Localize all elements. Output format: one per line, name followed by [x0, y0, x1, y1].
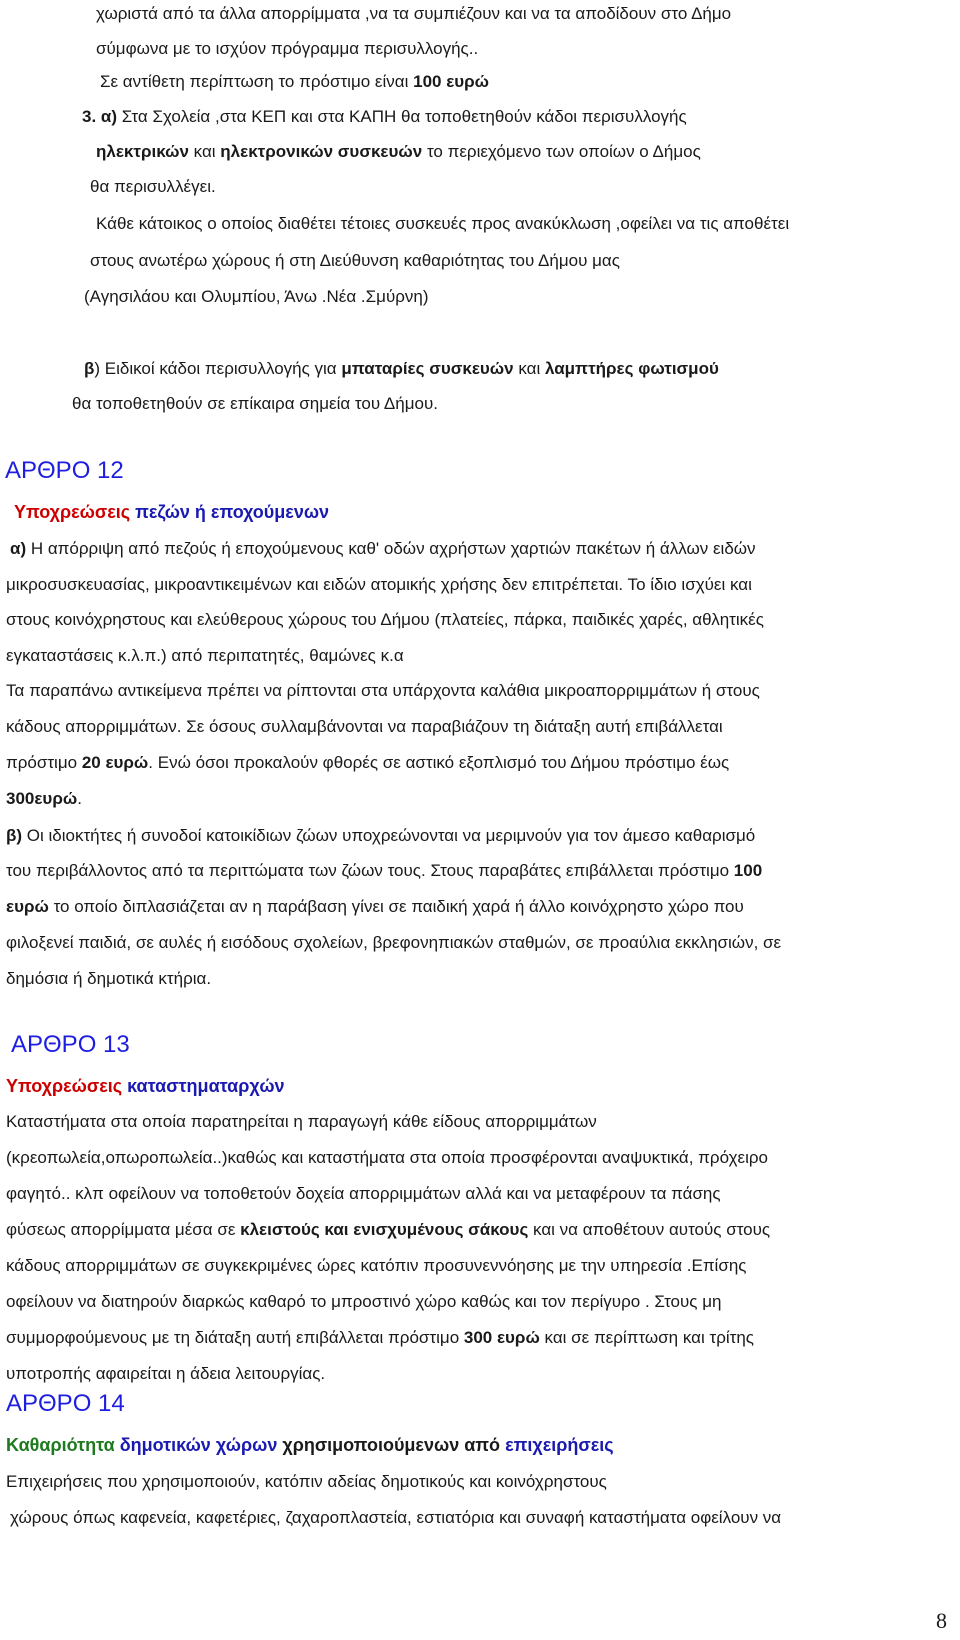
article-12-line-10: του περιβάλλοντος από τα περιττώματα των ζώων τους. Στους παραβάτες επιβάλλεται πρόστιμο 100 [6, 861, 763, 880]
page-number: 8 [936, 1608, 947, 1633]
intro-line-10: β) Ειδικοί κάδοι περισυλλογής για μπαταρίες συσκευών και λαμπτήρες φωτισμού [84, 359, 719, 378]
article-13-line-1: Καταστήματα στα οποία παρατηρείται η παραγωγή κάθε είδους απορριμμάτων [6, 1112, 597, 1131]
article-13-subtitle: Υποχρεώσεις καταστηματαρχών [6, 1076, 285, 1096]
article-13-line-6: οφείλουν να διατηρούν διαρκώς καθαρό το μπροστινό χώρο καθώς και τον περίγυρο . Στους μη [6, 1292, 722, 1311]
intro-line-11: θα τοποθετηθούν σε επίκαιρα σημεία του Δήμου. [72, 394, 439, 413]
intro-line-5: ηλεκτρικών και ηλεκτρονικών συσκευών το περιεχόμενο των οποίων ο Δήμος [96, 142, 701, 161]
article-14-line-1: Επιχειρήσεις που χρησιμοποιούν, κατόπιν αδείας δημοτικούς και κοινόχρηστους [6, 1472, 607, 1491]
article-12-subtitle: Υποχρεώσεις πεζών ή εποχούμενων [14, 502, 330, 522]
article-12-line-11: ευρώ το οποίο διπλασιάζεται αν η παράβαση γίνει σε παιδική χαρά ή άλλο κοινόχρηστο χώρο που [6, 897, 744, 916]
article-13-title: ΑΡΘΡΟ 13 [11, 1031, 130, 1058]
article-12-line-1: α) Η απόρριψη από πεζούς ή εποχούμενους καθ' οδών αχρήστων χαρτιών πακέτων ή άλλων ειδών [10, 539, 756, 558]
article-14-line-2: χώρους όπως καφενεία, καφετέριες, ζαχαροπλαστεία, εστιατόρια και συναφή καταστήματα οφείλουν να [10, 1508, 782, 1527]
article-12-line-13: δημόσια ή δημοτικά κτήρια. [6, 969, 212, 988]
intro-line-4: 3. α) Στα Σχολεία ,στα ΚΕΠ και στα ΚΑΠΗ θα τοποθετηθούν κάδοι περισυλλογής [82, 107, 687, 126]
article-13-line-7: συμμορφούμενους με τη διάταξη αυτή επιβάλλεται πρόστιμο 300 ευρώ και σε περίπτωση και τρίτης [6, 1328, 754, 1347]
article-12-title: ΑΡΘΡΟ 12 [5, 457, 124, 484]
article-14-subtitle: Καθαριότητα δημοτικών χώρων χρησιμοποιούμενων από επιχειρήσεις [6, 1435, 614, 1455]
article-12-line-4: εγκαταστάσεις κ.λ.π.) από περιπατητές, θαμώνες κ.α [6, 646, 404, 665]
article-12-line-6: κάδους απορριμμάτων. Σε όσους συλλαμβάνονται να παραβιάζουν τη διάταξη αυτή επιβάλλεται [6, 717, 723, 736]
article-13-line-3: φαγητό.. κλπ οφείλουν να τοποθετούν δοχεία απορριμμάτων αλλά και να μεταφέρουν τα πάσης [6, 1184, 721, 1203]
article-12-line-8: 300ευρώ. [6, 789, 82, 808]
article-12-line-12: φιλοξενεί παιδιά, σε αυλές ή εισόδους σχολείων, βρεφονηπιακών σταθμών, σε προαύλια εκκλησιών, σε [6, 933, 782, 952]
article-12-line-5: Τα παραπάνω αντικείμενα πρέπει να ρίπτονται στα υπάρχοντα καλάθια μικροαπορριμμάτων ή στους [6, 681, 760, 700]
article-13-line-8: υποτροπής αφαιρείται η άδεια λειτουργίας. [6, 1364, 326, 1383]
intro-line-7: Κάθε κάτοικος ο οποίος διαθέτει τέτοιες συσκευές προς ανακύκλωση ,οφείλει να τις αποθέτει [96, 214, 790, 233]
intro-line-6: θα περισυλλέγει. [90, 177, 216, 196]
article-13-line-4: φύσεως απορρίμματα μέσα σε κλειστούς και ενισχυμένους σάκους και να αποθέτουν αυτούς στους [6, 1220, 771, 1239]
article-12-line-3: στους κοινόχρηστους και ελεύθερους χώρους του Δήμου (πλατείες, πάρκα, παιδικές χαρές, αθλητικές [6, 610, 764, 629]
article-13-line-2: (κρεοπωλεία,οπωροπωλεία..)καθώς και καταστήματα στα οποία προσφέρονται αναψυκτικά, πρόχειρο [6, 1148, 768, 1167]
intro-line-2: σύμφωνα με το ισχύον πρόγραμμα περισυλλογής.. [96, 39, 479, 58]
article-12-line-9: β) Οι ιδιοκτήτες ή συνοδοί κατοικίδιων ζώων υποχρεώνονται να μεριμνούν για τον άμεσο καθαρισμό [6, 826, 756, 845]
article-12-line-2: μικροσυσκευασίας, μικροαντικειμένων και ειδών ατομικής χρήσης δεν επιτρέπεται. Το ίδιο ισχύει και [6, 575, 752, 594]
article-14-title: ΑΡΘΡΟ 14 [6, 1390, 125, 1417]
intro-line-3: Σε αντίθετη περίπτωση το πρόστιμο είναι 100 ευρώ [100, 72, 490, 91]
article-13-line-5: κάδους απορριμμάτων σε συγκεκριμένες ώρες κατόπιν προσυνεννόησης με την υπηρεσία .Επίσης [6, 1256, 747, 1275]
intro-line-8: στους ανωτέρω χώρους ή στη Διεύθυνση καθαριότητας του Δήμου μας [90, 251, 620, 270]
intro-line-9: (Αγησιλάου και Ολυμπίου, Άνω .Νέα .Σμύρνη) [84, 287, 429, 306]
article-12-line-7: πρόστιμο 20 ευρώ. Ενώ όσοι προκαλούν φθορές σε αστικό εξοπλισμό του Δήμου πρόστιμο έως [6, 753, 730, 772]
intro-line-1: χωριστά από τα άλλα απορρίμματα ,να τα συμπιέζουν και να τα αποδίδουν στο Δήμο [96, 4, 732, 23]
